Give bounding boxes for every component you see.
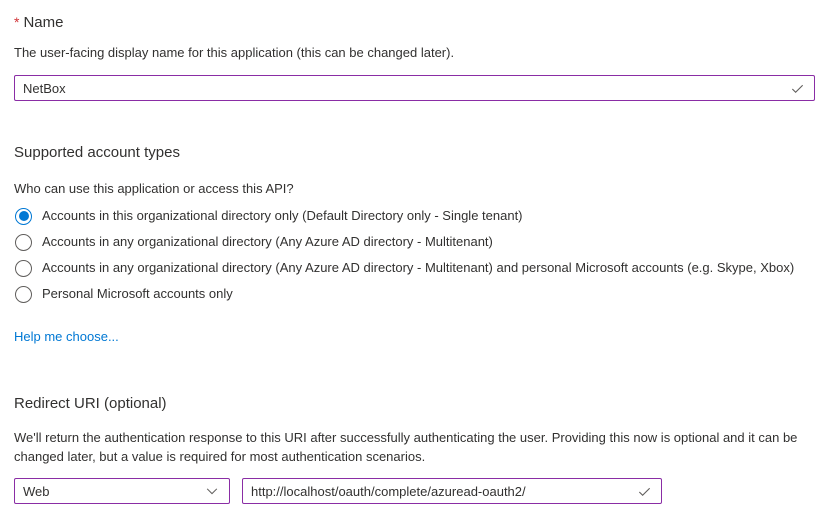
platform-select-value: Web [23, 483, 50, 499]
radio-option-label: Accounts in any organizational directory (Any Azure AD directory - Multitenant) [42, 234, 493, 249]
platform-select[interactable] [14, 478, 230, 504]
required-marker: * [14, 14, 20, 30]
account-types-section-title: Supported account types [14, 144, 180, 161]
redirect-uri-section-title: Redirect URI (optional) [14, 395, 167, 412]
name-input-value: NetBox [23, 80, 66, 96]
redirect-uri-input-value: http://localhost/oauth/complete/azuread-oauth2/ [251, 483, 526, 499]
name-input[interactable] [14, 75, 815, 101]
name-description: The user-facing display name for this application (this can be changed later). [14, 45, 455, 60]
radio-button-icon[interactable] [15, 208, 32, 225]
valid-checkmark-icon [636, 483, 652, 499]
radio-option-multitenant[interactable] [14, 229, 815, 255]
radio-option-label: Accounts in this organizational directory only (Default Directory only - Single tenant) [42, 208, 523, 223]
radio-button-icon[interactable] [15, 234, 32, 251]
name-section-title-text: Name [23, 14, 64, 31]
help-me-choose-link[interactable]: Help me choose... [14, 329, 119, 344]
redirect-uri-description: We'll return the authentication response to this URI after successfully authenticating the user. Providing this now is optional and it can be changed later, but a value is required for most authentication scenarios. [14, 430, 798, 464]
account-types-question: Who can use this application or access this API? [14, 181, 294, 196]
redirect-uri-row [14, 478, 815, 504]
radio-option-multitenant-personal[interactable] [14, 255, 815, 281]
chevron-down-icon [204, 483, 220, 499]
name-section-title [14, 12, 815, 33]
redirect-uri-input[interactable] [242, 478, 662, 504]
radio-option-single-tenant[interactable] [14, 203, 815, 229]
valid-checkmark-icon [789, 80, 805, 96]
radio-option-label: Accounts in any organizational directory (Any Azure AD directory - Multitenant) and personal Microsoft accounts (e.g. Skype, Xbox) [42, 260, 795, 275]
radio-option-personal-only[interactable] [14, 281, 815, 307]
radio-button-icon[interactable] [15, 260, 32, 277]
radio-button-icon[interactable] [15, 286, 32, 303]
account-types-radio-group [14, 203, 815, 307]
radio-option-label: Personal Microsoft accounts only [42, 286, 233, 301]
